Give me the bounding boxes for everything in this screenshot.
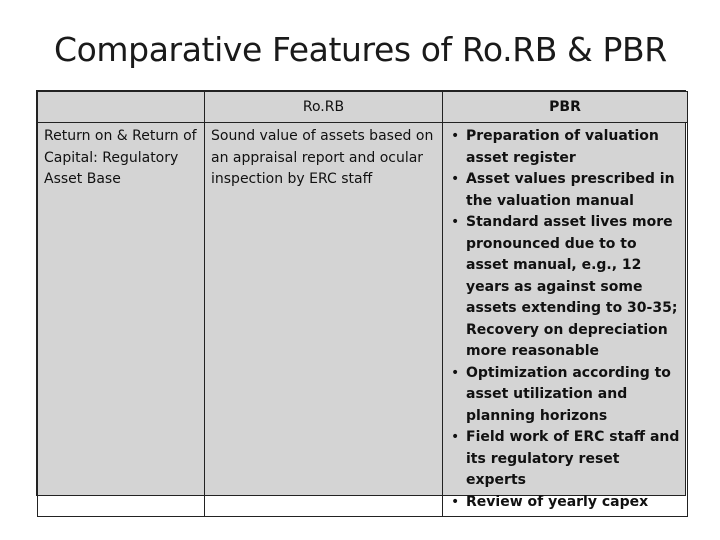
bullet-dot-icon: • [451,171,460,187]
comparison-table [36,90,686,510]
slide-title: Comparative Features of Ro.RB & PBR [54,30,667,69]
pbr-bullet-item [451,126,683,169]
comparison-table-grid [37,91,688,517]
bullet-dot-icon: • [451,364,460,381]
pbr-bullet-item [451,363,683,428]
bullet-dot-icon: • [451,429,460,445]
header-empty-cell [38,92,205,123]
pbr-bullet-item [451,169,683,212]
pbr-cell [443,123,688,517]
pbr-bullet-text: Review of yearly capex [466,493,649,510]
bullet-dot-icon: • [451,128,460,144]
pbr-bullet-item [451,427,683,492]
bullet-dot-icon: • [451,493,460,510]
pbr-bullet-text: Standard asset lives more pronounced due to to asset manual, e.g., 12 years as against some assets extending to 30-35; Recovery on depreciation more reasonable [466,214,678,359]
row-label-cell: Return on & Return of Capital: Regulatory Asset Base [38,123,205,517]
header-pbr: PBR [443,92,688,123]
pbr-bullet-item [451,212,683,363]
header-rorb: Ro.RB [205,92,443,123]
bullet-dot-icon: • [451,214,460,230]
rorb-cell: Sound value of assets based on an appraisal report and ocular inspection by ERC staff [205,123,443,517]
table-row [38,123,688,517]
pbr-bullet-text: Field work of ERC staff and its regulatory reset experts [466,429,680,488]
table-header-row [38,92,688,123]
pbr-bullet-text: Preparation of valuation asset register [466,128,659,166]
pbr-bullet-text: Asset values prescribed in the valuation manual [466,171,675,209]
pbr-bullet-item [451,492,683,514]
pbr-bullet-list [451,126,683,513]
pbr-bullet-text: Optimization according to asset utilization and planning horizons [466,364,671,424]
